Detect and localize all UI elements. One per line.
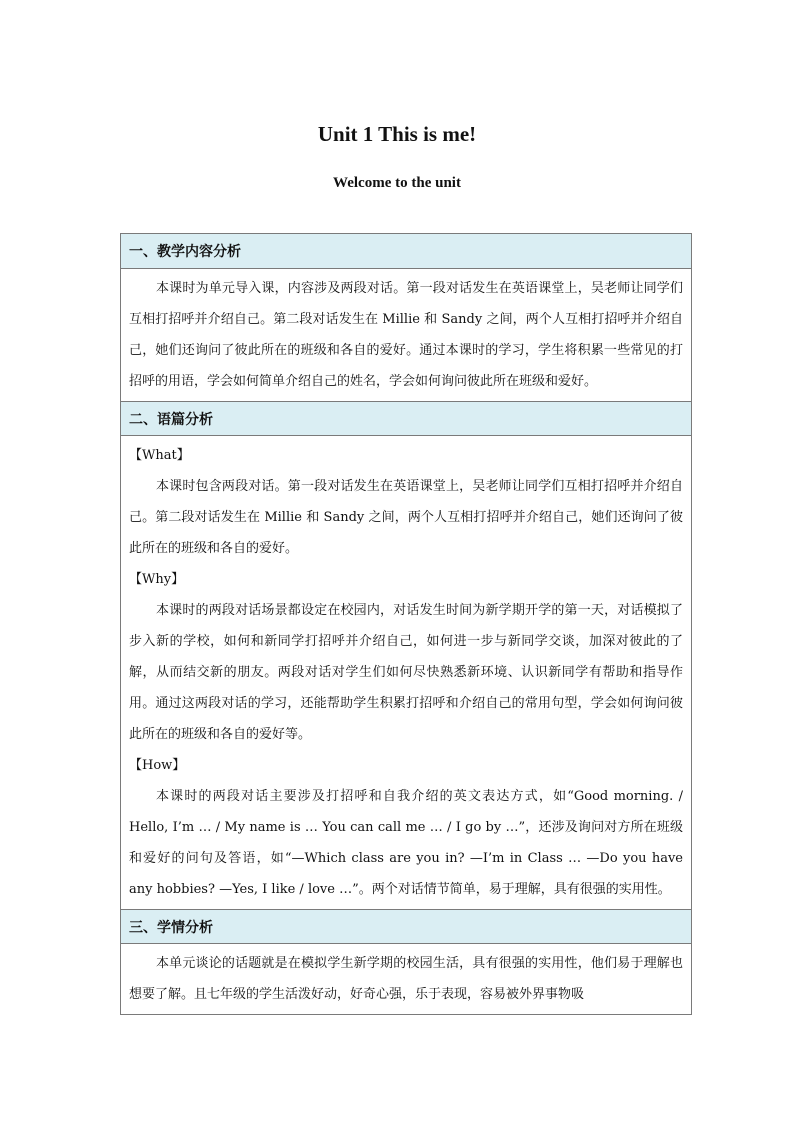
what-tag: 【What】: [129, 448, 190, 463]
why-paragraph: 本课时的两段对话场景都设定在校园内，对话发生时间为新学期开学的第一天，对话模拟了步入新的学校，如何和新同学打招呼并介绍自己，如何进一步与新同学交谈，加深对彼此的了解，从而结交新的朋友。两段对话对学生们如何尽快熟悉新环境、认识新同学有帮助和指导作用。通过这两段对话的学习，还能帮助学生积累打招呼和介绍自己的常用句型，学会如何询问彼此所在的班级和各自的爱好等。: [129, 603, 683, 742]
how-paragraph: 本课时的两段对话主要涉及打招呼和自我介绍的英文表达方式，如“Good morning. / Hello, I’m … / My name is … You can call me … / I go by …”，还涉及询问对方所在班级和爱好的问句及答语，如“—Which class are you in? —I’m in Class … —Do you have any hobbies? —Yes, I like / love …”。两个对话情节简单，易于理解，具有很强的实用性。: [129, 789, 683, 897]
section-body-learner-analysis: [121, 944, 691, 1014]
how-tag: 【How】: [129, 758, 186, 773]
document-title: Unit 1 This is me!: [317, 122, 477, 146]
why-tag: 【Why】: [129, 572, 185, 587]
learner-analysis-paragraph: 本单元谈论的话题就是在模拟学生新学期的校园生活，具有很强的实用性，他们易于理解也想要了解。且七年级的学生活泼好动，好奇心强，乐于表现，容易被外界事物吸: [129, 956, 683, 1002]
section-header-learner-analysis: 三、学情分析: [121, 909, 691, 944]
section-body-content-analysis: [121, 269, 691, 401]
what-paragraph: 本课时包含两段对话。第一段对话发生在英语课堂上，吴老师让同学们互相打招呼并介绍自己。第二段对话发生在 Millie 和 Sandy 之间，两个人互相打招呼并介绍自己，她们还询问了彼此所在的班级和各自的爱好。: [129, 479, 683, 556]
lesson-analysis-table: [120, 233, 692, 1015]
section-header-discourse-analysis: 二、语篇分析: [121, 401, 691, 436]
content-analysis-paragraph: 本课时为单元导入课，内容涉及两段对话。第一段对话发生在英语课堂上，吴老师让同学们互相打招呼并介绍自己。第二段对话发生在 Millie 和 Sandy 之间，两个人互相打招呼并介绍自己，她们还询问了彼此所在的班级和各自的爱好。通过本课时的学习，学生将积累一些常见的打招呼的用语，学会如何简单介绍自己的姓名，学会如何询问彼此所在班级和爱好。: [129, 281, 683, 389]
section-body-discourse-analysis: [121, 436, 691, 909]
section-header-content-analysis: 一、教学内容分析: [121, 234, 691, 269]
document-subtitle: Welcome to the unit: [333, 175, 461, 191]
